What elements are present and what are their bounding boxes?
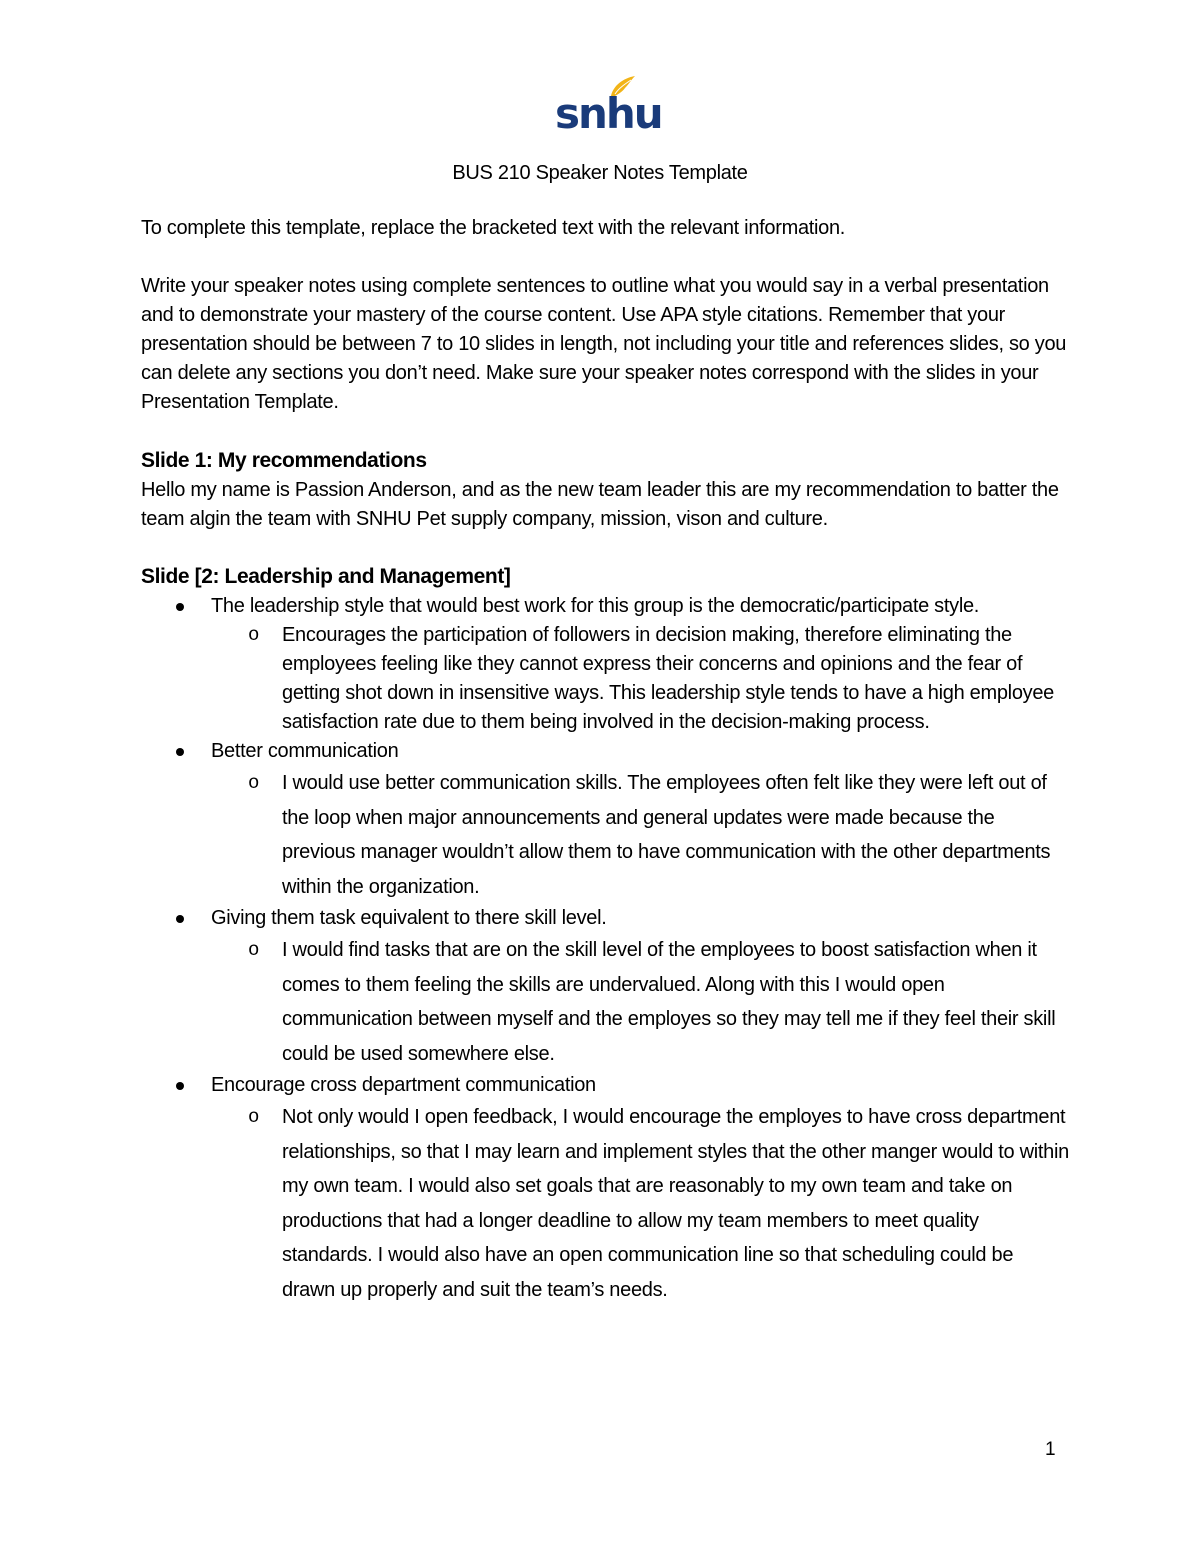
list-item (141, 737, 1071, 904)
intro-paragraph: To complete this template, replace the bracketed text with the relevant information. (141, 217, 846, 239)
sub-list (211, 933, 1071, 1071)
svg-text:snhu: snhu (555, 89, 662, 138)
sub-list-item (211, 1100, 1071, 1307)
document-title: BUS 210 Speaker Notes Template (452, 162, 748, 184)
sub-bullet-icon: o (248, 1106, 260, 1128)
bullet-text: Encourage cross department communication (211, 1074, 596, 1096)
feather-icon (553, 72, 662, 138)
bullet-icon (176, 603, 184, 611)
snhu-logo (553, 72, 662, 138)
bullet-text: Better communication (211, 740, 399, 762)
list-item (141, 904, 1071, 1071)
sub-bullet-icon: o (248, 939, 260, 961)
bullet-text: The leadership style that would best work for this group is the democratic/participate style. (211, 595, 980, 617)
list-item (141, 1071, 1071, 1307)
bullet-text: Giving them task equivalent to there skill level. (211, 907, 607, 929)
document-body (141, 214, 1071, 1307)
list-item (141, 592, 1071, 737)
instructions-paragraph: Write your speaker notes using complete sentences to outline what you would say in a verbal presentation and to demonstrate your mastery of the course content. Use APA style citations. Remember that your presentation should be between 7 to 10 slides in length, not including your title and references slides, so you can delete any sections you don’t need. Make sure your speaker notes correspond with the slides in your Presentation Template. (141, 275, 1067, 413)
sub-list (211, 766, 1071, 904)
slide-section-1 (141, 446, 1071, 534)
sub-bullet-icon: o (248, 772, 260, 794)
sub-list-item (211, 933, 1071, 1071)
bullet-list (141, 592, 1071, 1307)
bullet-icon (176, 1082, 184, 1090)
page-number: 1 (1045, 1439, 1056, 1460)
sub-list-item (211, 621, 1071, 737)
slide-heading: Slide 1: My recommendations (141, 449, 427, 472)
bullet-icon (176, 915, 184, 923)
sub-bullet-text: Not only would I open feedback, I would encourage the employes to have cross department relationships, so that I may learn and implement styles that the other manger would to within my own team. I would also set goals that are reasonably to my own team and take on productions that had a longer deadline to allow my team members to meet quality standards. I would also have an open communication line so that scheduling could be drawn up properly and suit the team’s needs. (282, 1106, 1069, 1301)
sub-bullet-icon: o (248, 624, 260, 646)
slide-body: Hello my name is Passion Anderson, and as the new team leader this are my recommendation to batter the team algin the team with SNHU Pet supply company, mission, vison and culture. (141, 479, 1059, 530)
sub-list (211, 1100, 1071, 1307)
sub-list (211, 621, 1071, 737)
bullet-icon (176, 748, 184, 756)
slide-section-2 (141, 562, 1071, 1307)
sub-bullet-text: I would use better communication skills. The employees often felt like they were left out of the loop when major announcements and general updates were made because the previous manager wouldn’t allow them to have communication with the other departments within the organization. (282, 772, 1051, 898)
sub-bullet-text: I would find tasks that are on the skill level of the employees to boost satisfaction when it comes to them feeling the skills are undervalued. Along with this I would open communication between myself and the employes so they may tell me if they feel their skill could be used somewhere else. (282, 939, 1056, 1065)
sub-bullet-text: Encourages the participation of followers in decision making, therefore eliminating the employees feeling like they cannot express their concerns and opinions and the fear of getting shot down in insensitive ways. This leadership style tends to have a high employee satisfaction rate due to them being involved in the decision-making process. (282, 624, 1054, 733)
slide-heading: Slide [2: Leadership and Management] (141, 565, 511, 588)
sub-list-item (211, 766, 1071, 904)
